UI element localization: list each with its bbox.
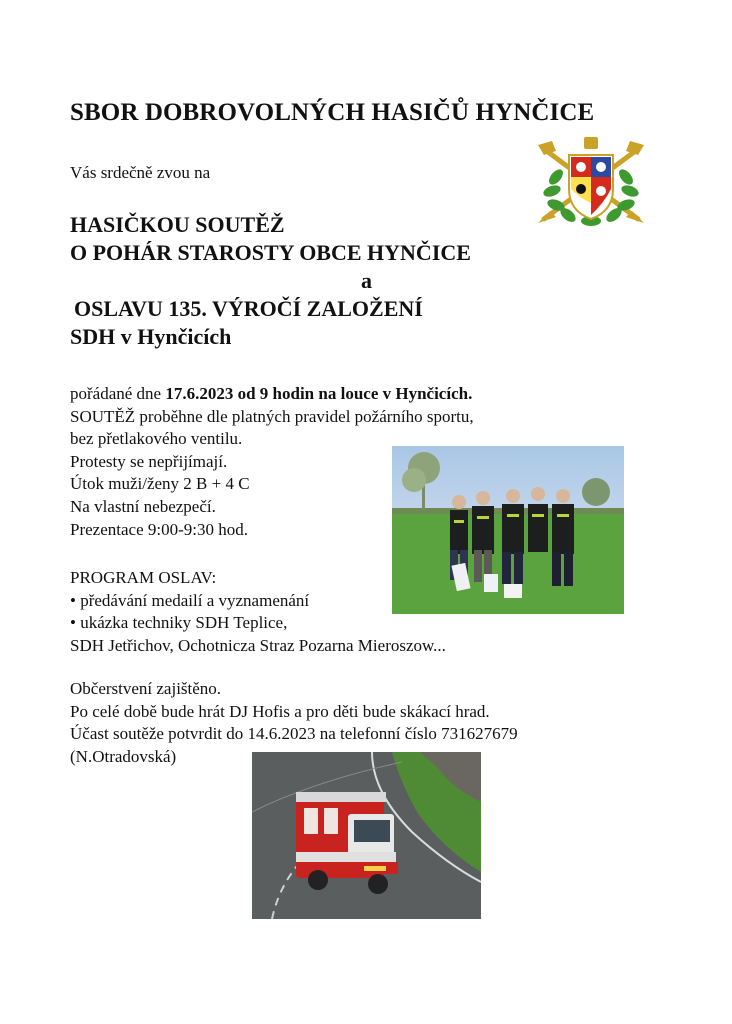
event-line: Útok muži/ženy 2 B + 4 C: [70, 474, 250, 494]
program-line: SDH Jetřichov, Ochotnicza Straz Pozarna Mieroszow...: [70, 635, 446, 655]
footer-line: Účast soutěže potvrdit do 14.6.2023 na telefonní číslo 731627679: [70, 724, 518, 744]
footer-line: Po celé době bude hrát DJ Hofis a pro děti bude skákací hrad.: [70, 701, 490, 721]
event-line: Protesty se nepřijímají.: [70, 451, 228, 471]
footer-line: (N.Otradovská): [70, 746, 177, 766]
team-photo: [392, 446, 624, 614]
program-line: • ukázka techniky SDH Teplice,: [70, 613, 288, 633]
program-line: • předávání medailí a vyznamenání: [70, 590, 310, 610]
event-date-prefix: pořádané dne: [70, 384, 166, 403]
event-line: Na vlastní nebezpečí.: [70, 496, 216, 516]
event-line: Prezentace 9:00-9:30 hod.: [70, 519, 248, 539]
heading-competition: HASIČKOU SOUTĚŽ: [70, 212, 285, 237]
page-title: SBOR DOBROVOLNÝCH HASIČŮ HYNČICE: [70, 99, 595, 126]
fire-truck-photo: [252, 752, 481, 919]
invitation-intro: Vás srdečně zvou na: [70, 163, 211, 182]
firefighter-crest-icon: [536, 137, 646, 229]
footer-line: Občerstvení zajištěno.: [70, 679, 222, 698]
heading-trophy: O POHÁR STAROSTY OBCE HYNČICE: [70, 240, 471, 265]
heading-and: a: [361, 268, 372, 293]
event-date-line: [70, 383, 474, 406]
event-line: bez přetlakového ventilu.: [70, 429, 243, 449]
program-line: PROGRAM OSLAV:: [70, 568, 217, 587]
program-section: [70, 567, 446, 657]
event-line: SOUTĚŽ proběhne dle platných pravidel požárního sportu,: [70, 406, 474, 426]
heading-anniversary: OSLAVU 135. VÝROČÍ ZALOŽENÍ: [74, 296, 423, 321]
heading-sdh: SDH v Hynčicích: [70, 324, 232, 349]
event-date-bold: 17.6.2023 od 9 hodin na louce v Hynčicích.: [165, 384, 473, 403]
